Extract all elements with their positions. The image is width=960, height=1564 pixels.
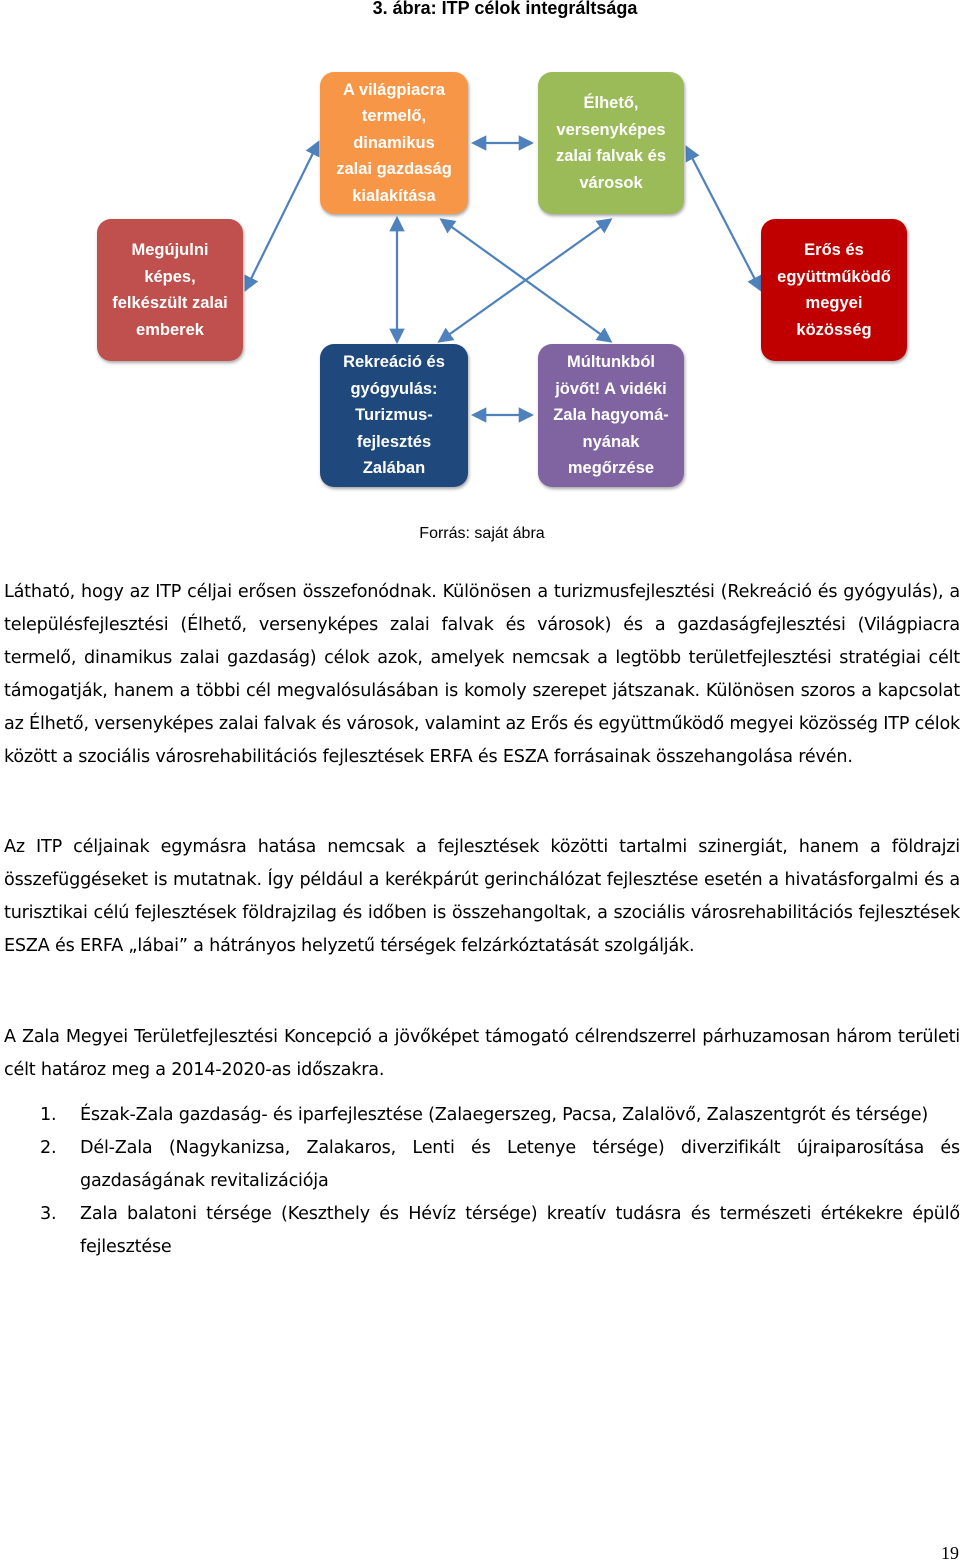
figure-source: Forrás: saját ábra <box>419 525 545 542</box>
page-number: 19 <box>941 1543 959 1563</box>
node-elheto: Élhető, versenyképes zalai falvak és városok <box>538 72 684 214</box>
node-eros: Erős és együttműködő megyei közösség <box>761 219 907 361</box>
paragraph-1: Látható, hogy az ITP céljai erősen összefonódnak. Különösen a turizmusfejlesztési (Rekreáció és gyógyulás), a településfejlesztési (Élhető, versenyképes zalai falvak és városok) és a gazdaságfejlesztési (Világpiacra termelő, dinamikus zalai gazdaság) célok azok, amelyek nemcsak a legtöbb területfejlesztési stratégiai célt támogatják, hanem a többi cél megvalósulásában is komoly szerepet játszanak. Különösen szoros a kapcsolat az Élhető, versenyképes zalai falvak és városok, valamint az Erős és együttműködő megyei közösség ITP célok között a szociális városrehabilitációs fejlesztések ERFA és ESZA forrásainak összehangolása révén. <box>4 582 960 767</box>
list-text: Zala balatoni térsége (Keszthely és Hévíz térsége) kreatív tudásra és természeti értékekre épülő fejlesztése <box>80 1204 960 1257</box>
list-item <box>4 1198 960 1264</box>
paragraph-2: Az ITP céljainak egymásra hatása nemcsak a fejlesztések közötti tartalmi szinergiát, hanem a földrajzi összefüggéseket is mutatnak. Így például a kerékpárút gerinchálózat fejlesztése esetén a hivatásforgalmi és a turisztikai célú fejlesztések földrajzilag és időben is összehangoltak, a szociális városrehabilitációs fejlesztések ESZA és ERFA „lábai” a hátrányos helyzetű térségek felzárkóztatását szolgálják. <box>4 837 960 956</box>
arrow-elheto-eros <box>687 148 760 289</box>
list-text: Dél-Zala (Nagykanizsa, Zalakaros, Lenti és Letenye térsége) diverzifikált újraiparosítása és gazdaságának revitalizációja <box>80 1138 960 1191</box>
list-text: Észak-Zala gazdaság- és iparfejlesztése (Zalaegerszeg, Pacsa, Zalalövő, Zalaszentgrót és térsége) <box>80 1105 929 1125</box>
figure-title: 3. ábra: ITP célok integráltsága <box>372 0 638 18</box>
arrow-megujulni-vilagpiac <box>246 143 318 289</box>
node-multunkbol: Múltunkból jövőt! A vidéki Zala hagyomá- nyának megőrzése <box>538 344 684 487</box>
list-number: 3. <box>40 1204 57 1224</box>
itp-goals-diagram <box>0 0 960 500</box>
paragraph-3: A Zala Megyei Területfejlesztési Koncepció a jövőképet támogató célrendszerrel párhuzamosan három területi célt határoz meg a 2014-2020-as időszakra. <box>4 1027 960 1080</box>
node-rekreacio: Rekreáció és gyógyulás: Turizmus- fejlesztés Zalában <box>320 344 468 487</box>
territorial-goals-list <box>4 1099 960 1264</box>
list-number: 2. <box>40 1138 57 1158</box>
node-megujulni: Megújulni képes, felkészült zalai emberek <box>97 219 243 361</box>
node-vilagpiac: A világpiacra termelő, dinamikus zalai gazdaság kialakítása <box>320 72 468 214</box>
list-number: 1. <box>40 1105 57 1125</box>
list-item <box>4 1132 960 1198</box>
list-item <box>4 1099 960 1132</box>
